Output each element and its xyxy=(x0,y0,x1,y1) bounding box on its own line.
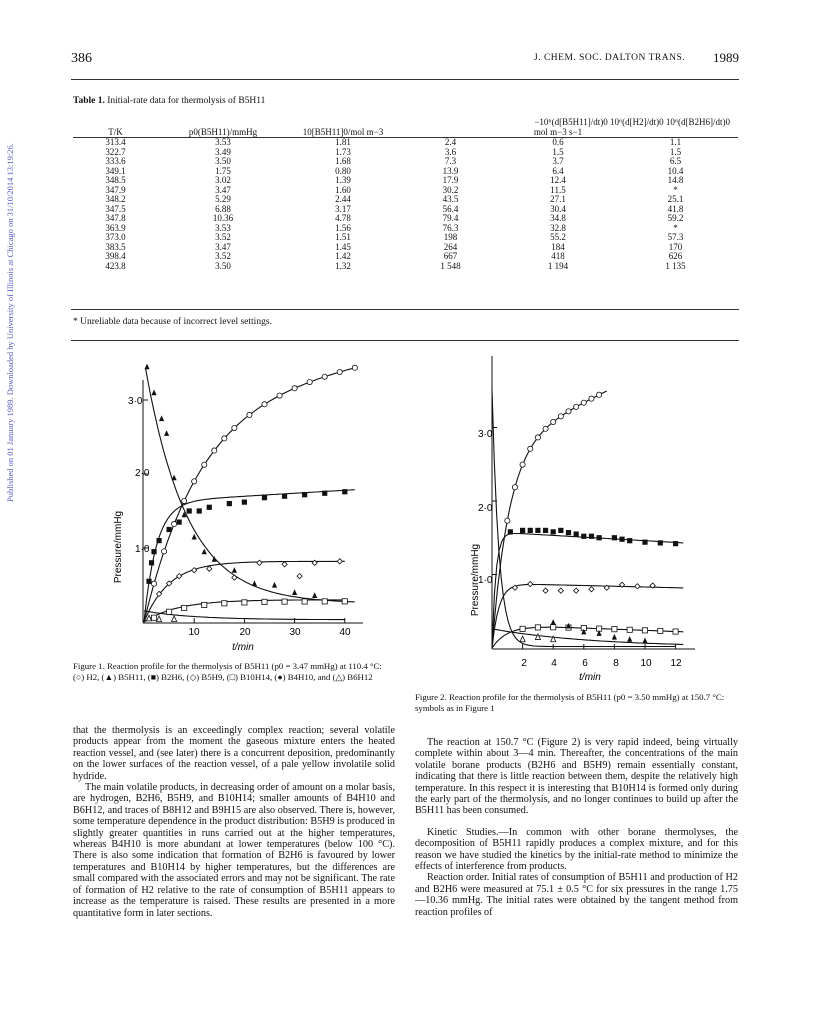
table-cell: 348.2 xyxy=(105,194,126,204)
b5h11-marker xyxy=(202,549,207,555)
b2h6-marker xyxy=(642,540,647,545)
b5h11-marker xyxy=(151,390,156,396)
b5h11-marker xyxy=(164,430,169,436)
b10h14-marker xyxy=(612,627,617,632)
figure1-ylabel: Pressure/mmHg xyxy=(113,510,124,584)
b5h11-marker xyxy=(627,636,632,642)
table-cell: 198 xyxy=(443,232,458,242)
figure2-xtick: 10 xyxy=(640,658,652,669)
b5h11-curve xyxy=(492,389,676,646)
table-cell: 10.36 xyxy=(212,213,234,223)
b2h6-marker xyxy=(581,534,586,539)
figure2-xtick: 4 xyxy=(551,658,557,669)
table-cell: 27.1 xyxy=(550,194,566,204)
table-row xyxy=(73,157,738,167)
table-cell: 43.5 xyxy=(442,194,459,204)
h2-marker xyxy=(151,581,156,586)
b5h9-marker xyxy=(543,588,548,593)
h2-marker xyxy=(543,426,548,431)
b5h11-marker xyxy=(292,589,297,595)
b5h11-marker xyxy=(159,415,164,421)
table-cell: 3.02 xyxy=(215,175,231,185)
b5h11-marker xyxy=(232,567,237,573)
b10h14-marker xyxy=(322,599,327,604)
b5h11-marker xyxy=(551,619,556,625)
figure2-caption: Figure 2. Reaction profile for the thermolysis of B5H11 (p0 = 3.50 mmHg) at 150.7 °C: symbols as in Figure 1 xyxy=(415,692,725,713)
table-cell: 4.78 xyxy=(335,213,351,223)
figure2-xlabel: t/min xyxy=(579,672,601,683)
b5h11-marker xyxy=(642,638,647,644)
b2h6-marker xyxy=(146,579,151,584)
b5h9-marker xyxy=(635,584,640,589)
table-cell: 1.75 xyxy=(215,165,231,176)
h2-marker xyxy=(212,448,217,453)
table-cell: 3.52 xyxy=(215,232,231,242)
table-cell: 56.4 xyxy=(442,203,459,214)
table-cell: 423.8 xyxy=(105,260,126,271)
figure2-xtick: 6 xyxy=(582,658,588,669)
table-row xyxy=(73,233,738,243)
table-cell: 1.60 xyxy=(335,184,351,195)
h2-marker xyxy=(337,369,342,374)
table-cell: 41.8 xyxy=(667,203,684,214)
table-cell: 626 xyxy=(668,251,683,261)
column-header: mol m−3 s−1 xyxy=(533,126,583,137)
b10h14-marker xyxy=(262,599,267,604)
b2h6-marker xyxy=(177,520,182,525)
h2-marker xyxy=(528,446,533,451)
paragraph: that the thermolysis is an exceedingly complex reaction; several volatile products appear from the moment the gaseous mixture enters the heated reaction vessel, and (see later) there is a concurrent deposition, predominantly on the lower surfaces of the reaction vessel, of a pale yellow involatile solid hydride. xyxy=(73,725,395,782)
table-cell: 0.6 xyxy=(552,137,564,147)
b2h6-marker xyxy=(262,495,267,500)
column-header: 10[B5H11]0/mol m−3 xyxy=(302,126,384,137)
table-cell: 1.42 xyxy=(335,251,351,261)
table-cell: 383.5 xyxy=(105,241,126,252)
table-cell: 348.5 xyxy=(105,175,126,185)
h2-marker xyxy=(581,400,586,405)
table-cell: 1.39 xyxy=(335,175,351,185)
table-cell: 2.4 xyxy=(444,137,457,147)
rate-group-header: −10⁶(d[B5H11]/dt)0 10⁶(d[H2]/dt)0 10⁶(d[B2H6]/dt)0 xyxy=(534,117,730,127)
column-header: p0(B5H11)/mmHg xyxy=(188,126,258,137)
b2h6-marker xyxy=(187,508,192,513)
h2-marker xyxy=(512,485,517,490)
journal-year: 1989 xyxy=(713,50,739,65)
h2-marker xyxy=(551,419,556,424)
table-cell: 373.0 xyxy=(105,232,126,242)
table-cell: 11.5 xyxy=(550,184,566,195)
b2h6-marker xyxy=(612,535,617,540)
table-footnote: * Unreliable data because of incorrect level settings. xyxy=(73,317,272,327)
figure1-xlabel: t/min xyxy=(232,642,254,653)
table-row xyxy=(73,148,738,158)
table-cell: 1.73 xyxy=(335,146,351,157)
page-number: 386 xyxy=(71,51,92,66)
table-cell: 3.50 xyxy=(215,260,231,271)
figure1-xtick: 10 xyxy=(188,627,200,638)
b2h6-marker xyxy=(673,541,678,546)
table-row xyxy=(73,138,738,148)
table-cell: 1 194 xyxy=(547,260,569,271)
b10h14-marker xyxy=(658,628,663,633)
b10h14-marker xyxy=(520,626,525,631)
h2-marker xyxy=(566,409,571,414)
b10h14-marker xyxy=(151,615,156,620)
h2-marker xyxy=(222,436,227,441)
b6h12-marker xyxy=(172,616,177,622)
b10h14-marker xyxy=(222,601,227,606)
figure1-caption: Figure 1. Reaction profile for the thermolysis of B5H11 (p0 = 3.47 mmHg) at 110.4 °C: (○) H2, (▲) B5H11, (■) B2H6, (◇) B5H9, (□) B10H14, (●) B4H10, and (△) B6H12 xyxy=(73,661,382,682)
table-cell: * xyxy=(673,184,678,195)
table-bottom-rule xyxy=(71,309,739,310)
b2h6-marker xyxy=(566,530,571,535)
figure1-ytick: 3·0 xyxy=(128,396,143,407)
b10h14-marker xyxy=(673,629,678,634)
table-row xyxy=(73,262,738,272)
b2h6-marker xyxy=(627,538,632,543)
figure1-plot xyxy=(95,352,385,662)
table-cell: 59.2 xyxy=(667,213,684,223)
paragraph: Kinetic Studies.—In common with other borane thermolyses, the decomposition of B5H11 rapidly produces a complex mixture, and for this reason we have studied the kinetics by the initial-rate method to minimize the effects of interference from products. xyxy=(415,826,738,873)
table-cell: 32.8 xyxy=(550,222,566,233)
b10h14-marker xyxy=(302,599,307,604)
table-cell: 3.49 xyxy=(215,146,231,157)
b2h6-marker xyxy=(551,529,556,534)
table-cell: 14.8 xyxy=(667,175,684,185)
b10h14-marker xyxy=(182,605,187,610)
b5h9-marker xyxy=(589,587,594,592)
b2h6-marker xyxy=(151,549,156,554)
table-cell: 347.9 xyxy=(105,184,126,195)
b2h6-marker xyxy=(658,540,663,545)
b10h14-marker xyxy=(627,627,632,632)
figure2-ytick: 2·0 xyxy=(478,503,493,514)
b5h11-marker xyxy=(144,364,149,370)
b5h11-marker xyxy=(312,592,317,598)
table-cell: 30.2 xyxy=(442,184,459,195)
b2h6-marker xyxy=(167,527,172,532)
table-cell: 6.88 xyxy=(215,203,231,214)
b6h12-marker xyxy=(520,636,525,642)
table-cell: 3.50 xyxy=(215,156,231,166)
table-cell: 313.4 xyxy=(105,137,126,147)
table-row xyxy=(73,252,738,262)
b5h11-marker xyxy=(192,534,197,540)
b2h6-marker xyxy=(520,528,525,533)
figure1-ytick: 1·0 xyxy=(135,544,150,555)
table-cell: 17.9 xyxy=(442,175,459,185)
table-row xyxy=(73,224,738,234)
table-cell: 1.56 xyxy=(335,222,351,233)
b2h6-marker xyxy=(558,528,563,533)
b2h6-marker xyxy=(149,560,154,565)
b2h6-marker xyxy=(528,528,533,533)
table-cell: 667 xyxy=(443,251,458,261)
h2-marker xyxy=(505,518,510,523)
b2h6-marker xyxy=(282,494,287,499)
table-cell: 1 548 xyxy=(440,260,461,271)
table-cell: 5.29 xyxy=(215,194,231,204)
table-cell: 1.5 xyxy=(552,146,564,157)
b10h14-marker xyxy=(342,599,347,604)
b5h9-marker xyxy=(232,575,237,580)
table-cell: 55.2 xyxy=(550,232,566,242)
h2-marker xyxy=(322,374,327,379)
b10h14-marker xyxy=(551,625,556,630)
h2-marker xyxy=(161,549,166,554)
table-cell: 3.17 xyxy=(335,203,351,214)
table-cell: 3.53 xyxy=(215,222,231,233)
h2-marker xyxy=(292,386,297,391)
table-cell: 264 xyxy=(443,241,458,252)
b2h6-marker xyxy=(197,508,202,513)
table-cell: 1.81 xyxy=(335,137,351,147)
paragraph: The main volatile products, in decreasing order of amount on a molar basis, are hydrogen, B2H6, B5H9, and B10H14; smaller amounts of B4H10 and B6H12, and traces of B8H12 and B9H15 are also observed. There is, however, some temperature dependence in the product distribution: B5H9 is produced in slightly greater quantities in runs carried out at the higher temperatures, whereas B4H10 is more abundant at lower temperatures (below 100 °C). There is also some indication that formation of B2H6 is favoured by lower temperatures and B10H14 by higher temperatures, but the differences are small compared with the associated errors and may not be significant. The rate of formation of H2 relative to the rate of consumption of B5H11 appears to increase as the temperature is raised. These results are presented in a more quantitative form in later sections. xyxy=(73,782,395,919)
table-cell: 12.4 xyxy=(550,175,566,185)
figure1-xtick: 40 xyxy=(339,627,351,638)
table-cell: 3.7 xyxy=(552,156,564,166)
figure2-xtick: 8 xyxy=(613,658,619,669)
b2h6-marker xyxy=(207,505,212,510)
b2h6-marker xyxy=(597,535,602,540)
column-header xyxy=(613,128,738,138)
b2h6-marker xyxy=(227,501,232,506)
b5h11-marker xyxy=(212,556,217,562)
b5h9-marker xyxy=(574,588,579,593)
b2h6-marker xyxy=(242,500,247,505)
h2-marker xyxy=(202,462,207,467)
table-cell: 347.8 xyxy=(105,213,126,223)
figure1-ytick: 2·0 xyxy=(135,468,150,479)
figure2-plot xyxy=(470,350,705,685)
table-cell: 1.5 xyxy=(669,146,682,157)
table-cell: 79.4 xyxy=(442,213,459,223)
journal-name: J. CHEM. SOC. DALTON TRANS. xyxy=(534,53,686,63)
h2-marker xyxy=(558,414,563,419)
table-cell: 1.45 xyxy=(335,241,351,252)
figure2-ylabel: Pressure/mmHg xyxy=(470,543,481,617)
table-cell: 1.32 xyxy=(335,260,351,271)
h2-marker xyxy=(172,521,177,526)
table-cell: 1 135 xyxy=(665,260,686,271)
b10h14-marker xyxy=(202,602,207,607)
b2h6-marker xyxy=(322,491,327,496)
table-cell: 0.80 xyxy=(335,165,351,176)
h2-marker xyxy=(262,402,267,407)
table-cell: 34.8 xyxy=(550,213,566,223)
b5h9-marker xyxy=(528,581,533,586)
b2h6-marker xyxy=(543,528,548,533)
b2h6-marker xyxy=(574,531,579,536)
header-rule xyxy=(71,79,739,80)
table-caption: Table 1. Initial-rate data for thermolysis of B5H11 xyxy=(73,96,266,106)
table-row xyxy=(73,176,738,186)
table-cell: 25.1 xyxy=(667,194,684,204)
table-cell: 10.4 xyxy=(667,165,684,176)
table-row xyxy=(73,214,738,224)
table-cell: * xyxy=(673,222,678,233)
figure1-xtick: 30 xyxy=(289,627,301,638)
b2h6-marker xyxy=(619,537,624,542)
paragraph: The reaction at 150.7 °C (Figure 2) is very rapid indeed, being virtually complete within about 3—4 min. Thereafter, the concentrations of the main volatile borane products (B2H6 and B5H9) remain essentially constant, indicating that there is little reaction between them, despite the relatively high temperature. In this respect it is interesting that B10H14 is formed only during the early part of the thermolysis, and no longer continues to build up after the B5H11 has been consumed. xyxy=(415,737,738,817)
b10h14-marker xyxy=(642,628,647,633)
column-header xyxy=(398,128,503,138)
b5h9-marker xyxy=(558,588,563,593)
b5h11-marker xyxy=(252,580,257,586)
table-cell: 2.44 xyxy=(335,194,351,204)
b10h14-marker xyxy=(282,599,287,604)
download-watermark: Published on 01 January 1989. Downloaded by University of Illinois at Chicago on 31/10/2014 13:19:26. xyxy=(5,143,15,502)
table-cell: 76.3 xyxy=(442,222,459,233)
figure2-ytick: 1·0 xyxy=(478,575,493,586)
b5h11-marker xyxy=(172,475,177,481)
b10h14-marker xyxy=(535,625,540,630)
figure2-ytick: 3·0 xyxy=(478,429,493,440)
h2-marker xyxy=(232,425,237,430)
body-column-left xyxy=(73,725,395,919)
table-row xyxy=(73,167,738,177)
table-cell: 398.4 xyxy=(105,251,126,261)
table-cell: 184 xyxy=(551,241,565,252)
table-cell: 3.6 xyxy=(444,146,457,157)
table-row xyxy=(73,186,738,196)
table-cell: 1.1 xyxy=(669,137,682,147)
section-rule xyxy=(71,340,739,341)
b2h6-marker xyxy=(156,538,161,543)
table-cell: 3.47 xyxy=(215,241,231,252)
b5h11-marker xyxy=(612,634,617,640)
table-cell: 418 xyxy=(551,251,565,261)
column-header: T/K xyxy=(108,126,123,137)
table-cell: 6.4 xyxy=(552,165,564,176)
b2h6-marker xyxy=(302,492,307,497)
b5h9-marker xyxy=(192,568,197,573)
b6h12-marker xyxy=(535,634,540,640)
h2-marker xyxy=(589,396,594,401)
b2h6-marker xyxy=(535,528,540,533)
b5h9-curve xyxy=(492,585,683,649)
table-cell: 3.47 xyxy=(215,184,231,195)
table-cell: 349.1 xyxy=(105,165,126,176)
table-cell: 13.9 xyxy=(442,165,459,176)
b10h14-marker xyxy=(242,600,247,605)
figure1-xtick: 20 xyxy=(239,627,251,638)
h2-marker xyxy=(307,379,312,384)
b5h9-marker xyxy=(337,559,342,564)
b6h12-marker xyxy=(156,616,161,622)
table-cell: 1.68 xyxy=(335,156,351,166)
figure2-xtick: 2 xyxy=(521,658,527,669)
h2-marker xyxy=(352,365,357,370)
h2-marker xyxy=(247,412,252,417)
paragraph: Reaction order. Initial rates of consumption of B5H11 and production of H2 and B2H6 were measured at 75.1 ± 0.5 °C for six pressures in the range 1.75—10.36 mmHg. The initial rates were obtained by the tangent method from reaction profiles of xyxy=(415,872,738,918)
b2h6-marker xyxy=(589,534,594,539)
table-cell: 333.6 xyxy=(105,156,126,166)
table-cell: 347.5 xyxy=(105,203,126,214)
b2h6-marker xyxy=(508,529,513,534)
table-row xyxy=(73,243,738,253)
figure2-xtick: 12 xyxy=(670,658,682,669)
table-row xyxy=(73,205,738,215)
b10h14-marker xyxy=(167,609,172,614)
b5h9-marker xyxy=(297,574,302,579)
h2-marker xyxy=(597,392,602,397)
table-cell: 322.7 xyxy=(105,146,126,157)
b5h9-marker xyxy=(257,560,262,565)
table-cell: 3.52 xyxy=(215,251,231,261)
table-row xyxy=(73,195,738,205)
table-cell: 6.5 xyxy=(669,156,682,166)
b5h9-marker xyxy=(282,562,287,567)
h2-marker xyxy=(520,462,525,467)
h2-marker xyxy=(574,404,579,409)
table-cell: 1.51 xyxy=(335,232,351,242)
table-cell: 3.53 xyxy=(215,137,231,147)
b5h9-marker xyxy=(207,566,212,571)
initial-rate-table xyxy=(73,118,738,271)
table-cell: 57.3 xyxy=(667,232,684,242)
table-cell: 30.4 xyxy=(550,203,566,214)
body-column-right xyxy=(415,737,738,918)
b5h11-marker xyxy=(272,582,277,588)
b5h9-curve xyxy=(144,561,345,622)
table-cell: 363.9 xyxy=(105,222,126,233)
table-cell: 7.3 xyxy=(444,156,457,166)
h2-marker xyxy=(535,435,540,440)
h2-marker xyxy=(277,393,282,398)
b2h6-marker xyxy=(342,489,347,494)
table-cell: 170 xyxy=(668,241,683,252)
b5h11-curve xyxy=(146,368,355,602)
h2-marker xyxy=(192,479,197,484)
h2-marker xyxy=(182,498,187,503)
